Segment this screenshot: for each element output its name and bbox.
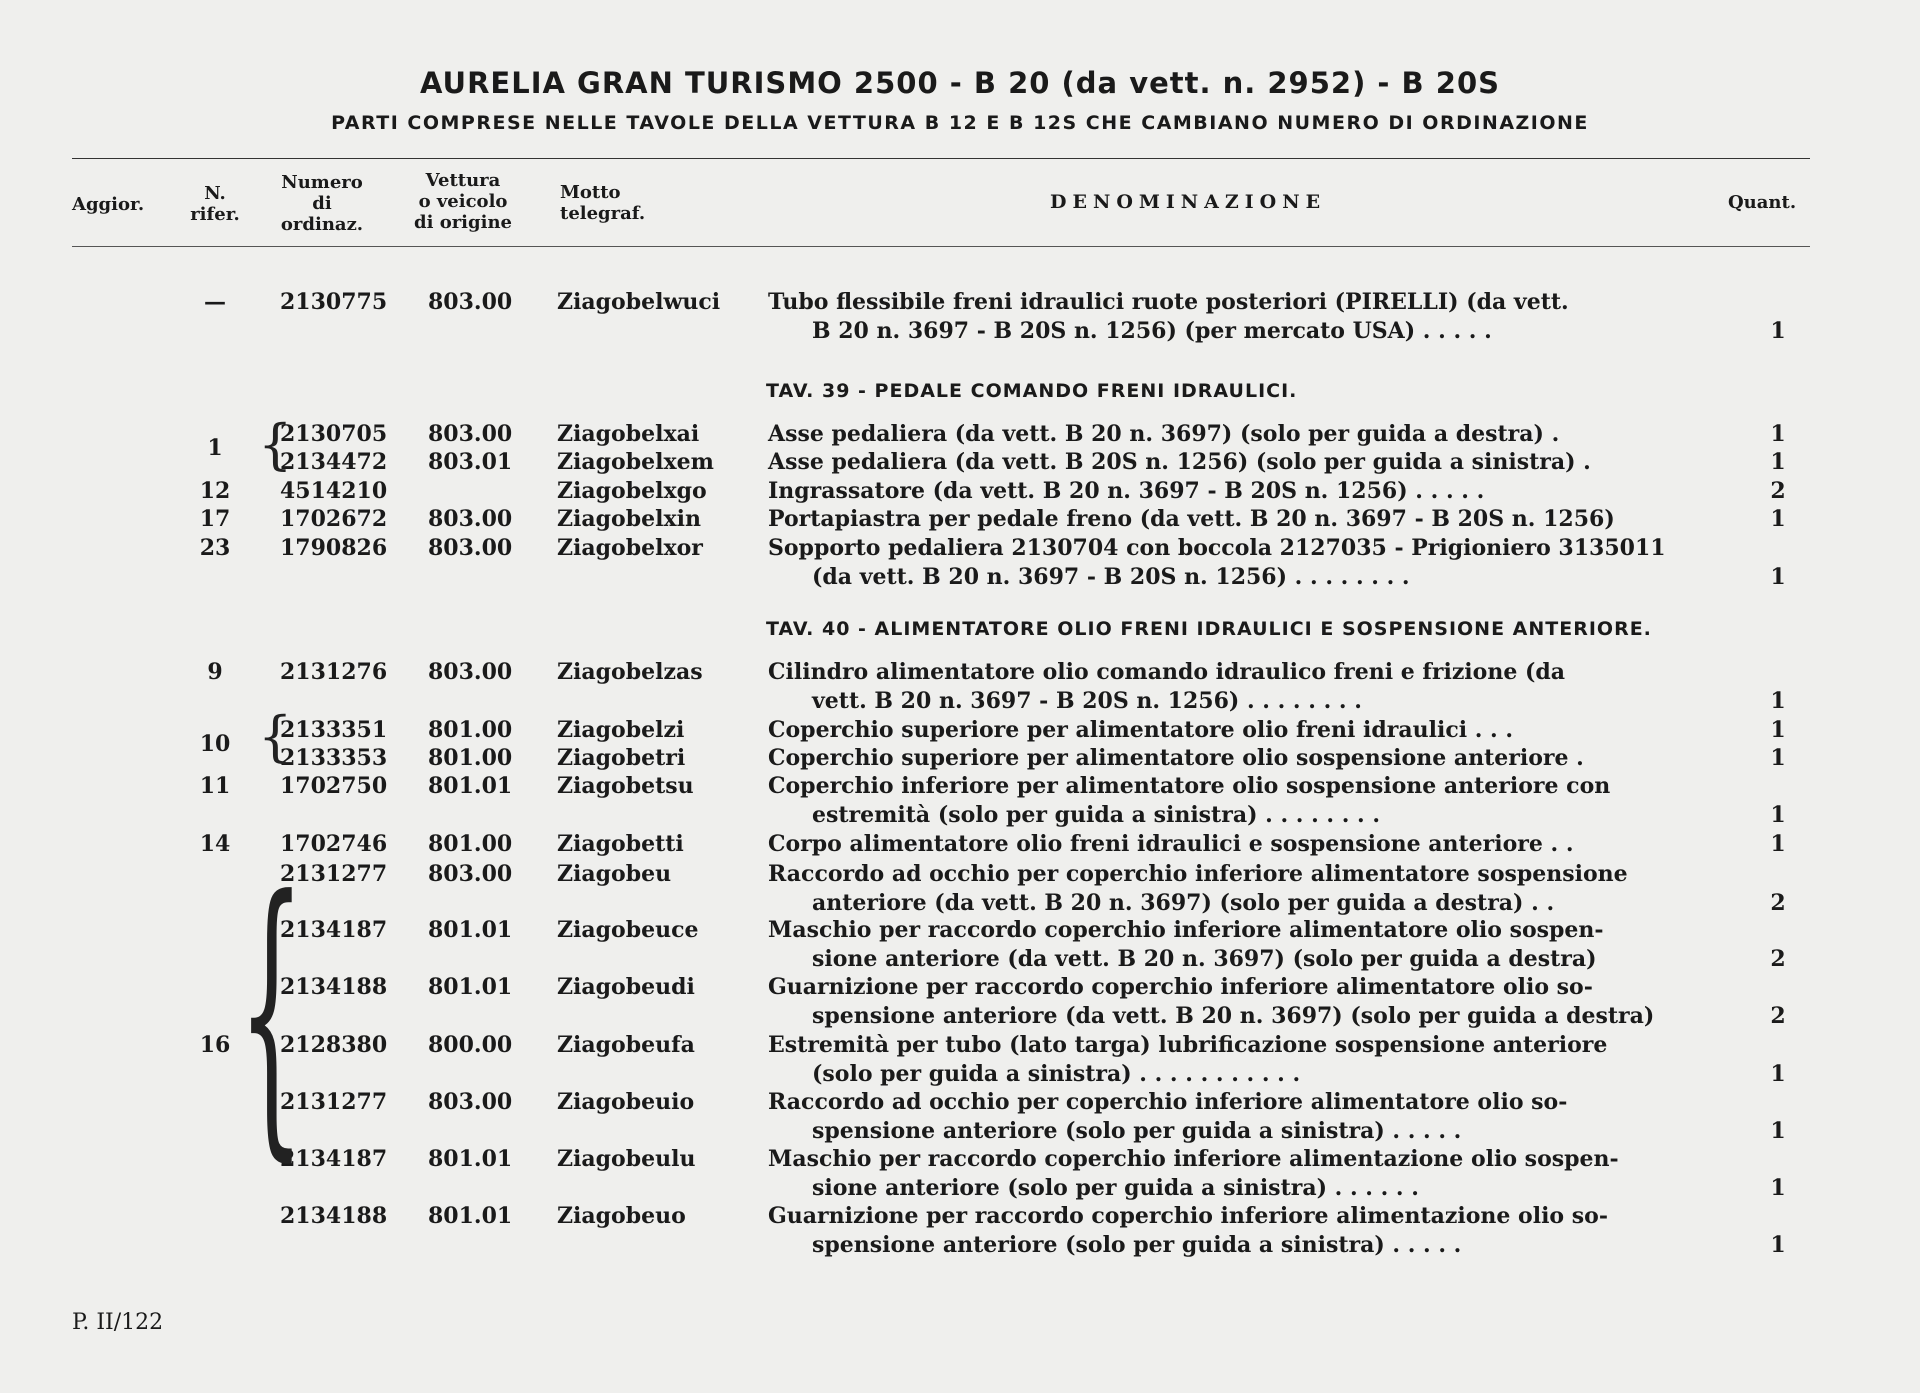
vehicle-origin: 803.00 xyxy=(428,421,513,447)
col-aggior: Aggior. xyxy=(72,194,145,215)
order-number: 2130775 xyxy=(280,289,388,315)
description xyxy=(768,420,1730,449)
quantity: 1 xyxy=(1770,745,1786,771)
description-line: Sopporto pedaliera 2130704 con boccola 2127035 - Prigioniero 3135011 xyxy=(768,535,1666,561)
ref-number: 1 xyxy=(207,435,223,461)
page-number: P. II/122 xyxy=(72,1310,164,1335)
ref-number: 12 xyxy=(199,478,231,504)
ref-number: 23 xyxy=(199,535,231,561)
section-heading-tav39: TAV. 39 - PEDALE COMANDO FRENI IDRAULICI. xyxy=(766,380,1298,402)
telegraph-code: Ziagobelxor xyxy=(557,535,703,561)
brace-ref-16: { xyxy=(238,837,305,1186)
description-line: Coperchio inferiore per alimentatore olio sospensione anteriore con xyxy=(768,773,1611,799)
description-line: Guarnizione per raccordo coperchio inferiore alimentazione olio so- xyxy=(768,1203,1608,1229)
order-number: 2134187 xyxy=(280,1146,388,1172)
col-quant: Quant. xyxy=(1728,192,1797,213)
vehicle-origin: 801.01 xyxy=(428,974,513,1000)
quantity: 2 xyxy=(1770,478,1786,504)
telegraph-code: Ziagobelxin xyxy=(557,506,701,532)
description-line: B 20 n. 3697 - B 20S n. 1256) (per mercato USA) . . . . . xyxy=(812,317,1492,344)
header-top-rule xyxy=(72,158,1810,159)
telegraph-code: Ziagobelxem xyxy=(557,449,714,475)
description-line: Maschio per raccordo coperchio inferiore alimentazione olio sospen- xyxy=(768,1146,1619,1172)
header-bottom-rule xyxy=(72,246,1810,247)
description-line: anteriore (da vett. B 20 n. 3697) (solo per guida a destra) . . xyxy=(812,889,1555,916)
description xyxy=(768,288,1730,345)
vehicle-origin: 801.00 xyxy=(428,745,513,771)
description-line: (solo per guida a sinistra) . . . . . . . . . . . xyxy=(812,1060,1301,1087)
order-number: 2131277 xyxy=(280,861,388,887)
telegraph-code: Ziagobetsu xyxy=(557,773,694,799)
quantity: 1 xyxy=(1770,1060,1786,1087)
description xyxy=(768,1202,1730,1259)
section-heading-tav40: TAV. 40 - ALIMENTATORE OLIO FRENI IDRAULICI E SOSPENSIONE ANTERIORE. xyxy=(766,618,1652,640)
col-motto: Motto telegraf. xyxy=(560,182,646,224)
description xyxy=(768,534,1730,591)
description-line: spensione anteriore (solo per guida a sinistra) . . . . . xyxy=(812,1231,1462,1258)
quantity: 1 xyxy=(1770,563,1786,590)
vehicle-origin: 803.00 xyxy=(428,659,513,685)
col-vettura: Vettura o veicolo di origine xyxy=(414,170,512,233)
description-line: Raccordo ad occhio per coperchio inferiore alimentatore olio so- xyxy=(768,1089,1568,1115)
description-line: Raccordo ad occhio per coperchio inferiore alimentatore sospensione xyxy=(768,861,1628,887)
order-number: 2130705 xyxy=(280,421,388,447)
col-nrifer: N. rifer. xyxy=(190,183,240,225)
page-subtitle: PARTI COMPRESE NELLE TAVOLE DELLA VETTURA B 12 E B 12S CHE CAMBIANO NUMERO DI ORDINAZIONE xyxy=(331,112,1589,134)
vehicle-origin: 803.01 xyxy=(428,449,513,475)
vehicle-origin: 803.00 xyxy=(428,1089,513,1115)
quantity: 2 xyxy=(1770,945,1786,972)
ref-number: 17 xyxy=(199,506,231,532)
order-number: 1702746 xyxy=(280,831,388,857)
description xyxy=(768,1145,1730,1202)
vehicle-origin: 801.00 xyxy=(428,831,513,857)
quantity: 1 xyxy=(1770,1117,1786,1144)
order-number: 1790826 xyxy=(280,535,388,561)
description-line: Maschio per raccordo coperchio inferiore alimentatore olio sospen- xyxy=(768,917,1604,943)
col-numero: Numero di ordinaz. xyxy=(280,172,364,235)
quantity: 1 xyxy=(1770,421,1786,447)
description xyxy=(768,973,1730,1030)
description-line: Coperchio superiore per alimentatore olio freni idraulici . . . xyxy=(768,717,1514,743)
quantity: 1 xyxy=(1770,801,1786,828)
vehicle-origin: 801.01 xyxy=(428,773,513,799)
vehicle-origin: 801.00 xyxy=(428,717,513,743)
description-line: Ingrassatore (da vett. B 20 n. 3697 - B 20S n. 1256) . . . . . xyxy=(768,478,1485,504)
ref-number: 14 xyxy=(199,831,231,857)
description-line: spensione anteriore (solo per guida a sinistra) . . . . . xyxy=(812,1117,1462,1144)
telegraph-code: Ziagobelzas xyxy=(557,659,703,685)
order-number: 1702672 xyxy=(280,506,388,532)
description xyxy=(768,448,1730,477)
brace-ref-10: { xyxy=(258,705,293,768)
description-line: Tubo flessibile freni idraulici ruote posteriori (PIRELLI) (da vett. xyxy=(768,289,1569,315)
order-number: 2134472 xyxy=(280,449,388,475)
quantity: 1 xyxy=(1770,506,1786,532)
description-line: sione anteriore (da vett. B 20 n. 3697) (solo per guida a destra) xyxy=(812,945,1597,972)
order-number: 2134188 xyxy=(280,1203,388,1229)
quantity: 1 xyxy=(1770,717,1786,743)
telegraph-code: Ziagobetti xyxy=(557,831,684,857)
ref-number: — xyxy=(204,289,226,315)
description xyxy=(768,658,1730,715)
vehicle-origin: 800.00 xyxy=(428,1032,513,1058)
description-line: spensione anteriore (da vett. B 20 n. 3697) (solo per guida a destra) xyxy=(812,1002,1655,1029)
vehicle-origin: 803.00 xyxy=(428,289,513,315)
description xyxy=(768,772,1730,829)
order-number: 2134188 xyxy=(280,974,388,1000)
vehicle-origin: 801.01 xyxy=(428,917,513,943)
description-line: Coperchio superiore per alimentatore olio sospensione anteriore . xyxy=(768,745,1584,771)
order-number: 2133351 xyxy=(280,717,388,743)
ref-number: 10 xyxy=(199,731,231,757)
quantity: 2 xyxy=(1770,889,1786,916)
telegraph-code: Ziagobeuo xyxy=(557,1203,686,1229)
description xyxy=(768,1088,1730,1145)
telegraph-code: Ziagobelzi xyxy=(557,717,685,743)
order-number: 2131276 xyxy=(280,659,388,685)
ref-number: 11 xyxy=(199,773,231,799)
description-line: Asse pedaliera (da vett. B 20 n. 3697) (solo per guida a destra) . xyxy=(768,421,1560,447)
description-line: Estremità per tubo (lato targa) lubrificazione sospensione anteriore xyxy=(768,1032,1608,1058)
description-line: Portapiastra per pedale freno (da vett. B 20 n. 3697 - B 20S n. 1256) xyxy=(768,506,1615,532)
quantity: 1 xyxy=(1770,449,1786,475)
quantity: 1 xyxy=(1770,831,1786,857)
description-line: (da vett. B 20 n. 3697 - B 20S n. 1256) . . . . . . . . xyxy=(812,563,1410,590)
quantity: 1 xyxy=(1770,1231,1786,1258)
order-number: 1702750 xyxy=(280,773,388,799)
order-number: 2134187 xyxy=(280,917,388,943)
description xyxy=(768,744,1730,773)
order-number: 2133353 xyxy=(280,745,388,771)
quantity: 2 xyxy=(1770,1002,1786,1029)
description xyxy=(768,505,1730,534)
description-line: Corpo alimentatore olio freni idraulici e sospensione anteriore . . xyxy=(768,831,1574,857)
telegraph-code: Ziagobetri xyxy=(557,745,686,771)
telegraph-code: Ziagobeu xyxy=(557,861,672,887)
brace-ref-1: { xyxy=(258,413,293,476)
description xyxy=(768,860,1730,917)
description xyxy=(768,477,1730,506)
description xyxy=(768,1031,1730,1088)
order-number: 2131277 xyxy=(280,1089,388,1115)
description-line: Cilindro alimentatore olio comando idraulico freni e frizione (da xyxy=(768,659,1566,685)
vehicle-origin: 803.00 xyxy=(428,506,513,532)
description xyxy=(768,716,1730,745)
telegraph-code: Ziagobeulu xyxy=(557,1146,696,1172)
description xyxy=(768,830,1730,859)
description-line: sione anteriore (solo per guida a sinistra) . . . . . . xyxy=(812,1174,1419,1201)
telegraph-code: Ziagobelxai xyxy=(557,421,700,447)
col-denominazione: DENOMINAZIONE xyxy=(1050,191,1327,213)
description xyxy=(768,916,1730,973)
telegraph-code: Ziagobeudi xyxy=(557,974,695,1000)
quantity: 1 xyxy=(1770,317,1786,344)
ref-number: 9 xyxy=(207,659,223,685)
order-number: 2128380 xyxy=(280,1032,388,1058)
vehicle-origin: 803.00 xyxy=(428,861,513,887)
description-line: Guarnizione per raccordo coperchio inferiore alimentatore olio so- xyxy=(768,974,1593,1000)
telegraph-code: Ziagobeufa xyxy=(557,1032,695,1058)
page-title: AURELIA GRAN TURISMO 2500 - B 20 (da vett. n. 2952) - B 20S xyxy=(419,66,1501,100)
telegraph-code: Ziagobelwuci xyxy=(557,289,721,315)
ref-number: 16 xyxy=(199,1032,231,1058)
description-line: Asse pedaliera (da vett. B 20S n. 1256) (solo per guida a sinistra) . xyxy=(768,449,1591,475)
quantity: 1 xyxy=(1770,1174,1786,1201)
vehicle-origin: 803.00 xyxy=(428,535,513,561)
vehicle-origin: 801.01 xyxy=(428,1146,513,1172)
telegraph-code: Ziagobelxgo xyxy=(557,478,707,504)
telegraph-code: Ziagobeuce xyxy=(557,917,699,943)
description-line: vett. B 20 n. 3697 - B 20S n. 1256) . . . . . . . . xyxy=(812,687,1362,714)
quantity: 1 xyxy=(1770,687,1786,714)
order-number: 4514210 xyxy=(280,478,388,504)
vehicle-origin: 801.01 xyxy=(428,1203,513,1229)
description-line: estremità (solo per guida a sinistra) . . . . . . . . xyxy=(812,801,1381,828)
telegraph-code: Ziagobeuio xyxy=(557,1089,695,1115)
